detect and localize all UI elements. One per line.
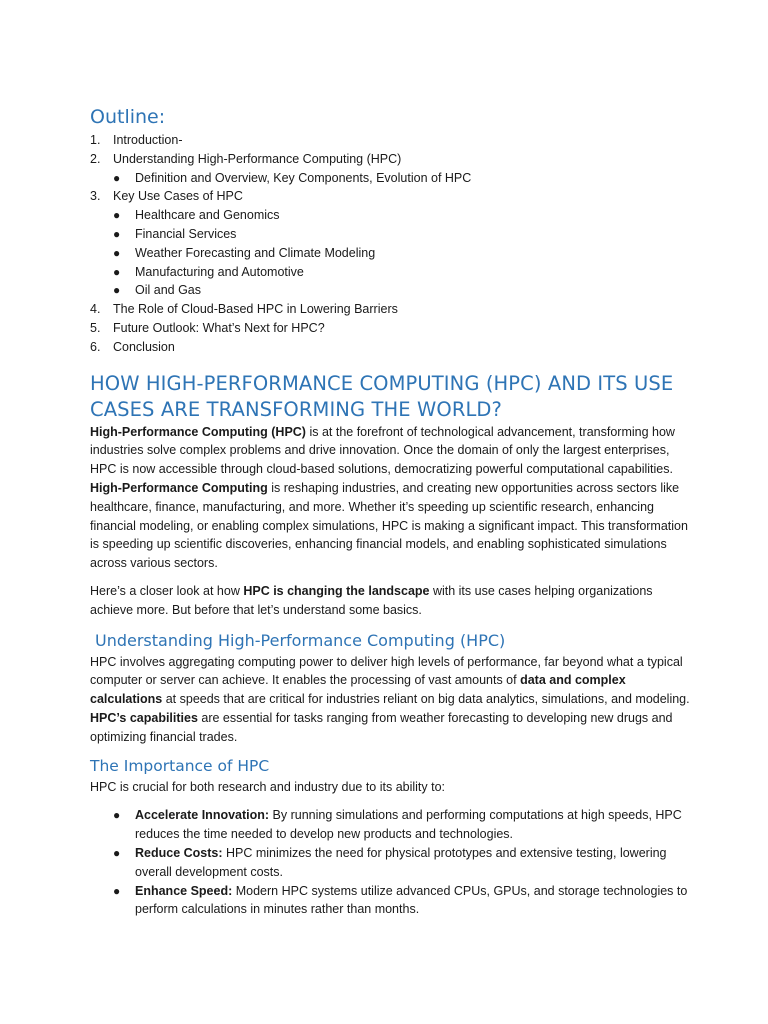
- outline-item: [90, 131, 690, 150]
- importance-heading: The Importance of HPC: [90, 756, 270, 775]
- bullet-icon: ●: [113, 208, 121, 223]
- body-text: with its use cases helping organizations achieve more. But before that let’s understand some basics.: [90, 583, 653, 617]
- outline-item: [90, 319, 690, 338]
- outline-list: [90, 131, 690, 357]
- bullet-icon: ●: [113, 845, 121, 860]
- outline-item-number: 5.: [90, 320, 101, 335]
- bold-phrase: HPC is changing the landscape: [243, 583, 430, 598]
- body-text: Here’s a closer look at how: [90, 583, 244, 598]
- outline-item-text: Future Outlook: What’s Next for HPC?: [113, 320, 325, 335]
- outline-subitem-text: Manufacturing and Automotive: [135, 264, 304, 279]
- outline-item-number: 6.: [90, 339, 101, 354]
- outline-item: [90, 300, 690, 319]
- bold-phrase: High-Performance Computing (HPC): [90, 424, 306, 439]
- list-item-label: Reduce Costs:: [135, 845, 223, 860]
- importance-intro: HPC is crucial for both research and industry due to its ability to:: [90, 779, 446, 794]
- importance-list: [90, 806, 690, 919]
- bullet-icon: ●: [113, 170, 121, 185]
- bullet-icon: ●: [113, 226, 121, 241]
- bullet-icon: ●: [113, 245, 121, 260]
- outline-item-text: Conclusion: [113, 339, 175, 354]
- outline-subitem-text: Healthcare and Genomics: [135, 208, 280, 223]
- outline-item-number: 3.: [90, 189, 101, 204]
- outline-subitem-text: Definition and Overview, Key Components, Evolution of HPC: [135, 170, 472, 185]
- body-text: at speeds that are critical for industries reliant on big data analytics, simulations, and modeling.: [162, 692, 690, 707]
- outline-item-number: 2.: [90, 151, 101, 166]
- list-item-text: By running simulations and performing computations at high speeds, HPC reduces the time needed to develop new products and technologies.: [135, 808, 682, 842]
- outline-item-text: Introduction-: [113, 133, 183, 147]
- outline-subitem: [90, 244, 690, 263]
- body-text: are essential for tasks ranging from weather forecasting to developing new drugs and optimizing financial trades.: [90, 710, 673, 744]
- outline-item-text: Understanding High-Performance Computing (HPC): [113, 151, 402, 166]
- outline-item: [90, 187, 690, 206]
- bullet-icon: ●: [113, 283, 121, 298]
- outline-subitem: [90, 206, 690, 225]
- outline-item-number: 4.: [90, 302, 101, 317]
- outline-subitem-text: Oil and Gas: [135, 283, 202, 298]
- intro-paragraph: [90, 423, 690, 573]
- list-item-text: HPC minimizes the need for physical prototypes and extensive testing, lowering overall development costs.: [135, 845, 667, 879]
- outline-subitem: [90, 225, 690, 244]
- outline-subitem-text: Financial Services: [135, 226, 237, 241]
- bold-phrase: HPC’s capabilities: [90, 710, 198, 725]
- bullet-icon: ●: [113, 264, 121, 279]
- list-item-text: Modern HPC systems utilize advanced CPUs, GPUs, and storage technologies to perform calculations in minutes rather than months.: [135, 883, 688, 917]
- outline-item: [90, 150, 690, 169]
- bold-phrase: data and complex calculations: [90, 673, 626, 707]
- list-item-label: Accelerate Innovation:: [135, 808, 270, 823]
- outline-item-text: Key Use Cases of HPC: [113, 189, 243, 204]
- outline-subitem: [90, 281, 690, 300]
- closer-look-paragraph: [90, 582, 690, 620]
- list-item: [90, 806, 690, 844]
- document-page: [90, 106, 690, 919]
- body-text: is at the forefront of technological advancement, transforming how industries solve complex problems and drive innovation. Once the domain of only the largest enterprises, HPC is now accessible through cloud-based solutions, democratizing powerful computational capabilities.: [90, 424, 675, 477]
- understanding-paragraph: [90, 653, 690, 747]
- body-text: is reshaping industries, and creating new opportunities across sectors like healthcare, finance, manufacturing, and more. Whether it’s speeding up scientific research, enhancing financial modeling, or enabling complex simulations, HPC is making a significant impact. This transformation is speeding up scientific discoveries, enhancing financial models, and enabling sophisticated simulations across various sectors.: [90, 480, 688, 571]
- bullet-icon: ●: [113, 883, 121, 898]
- bold-phrase: High-Performance Computing: [90, 480, 268, 495]
- list-item: [90, 882, 690, 920]
- bullet-icon: ●: [113, 808, 121, 823]
- outline-item-text: The Role of Cloud-Based HPC in Lowering Barriers: [113, 302, 398, 317]
- understanding-heading: Understanding High-Performance Computing (HPC): [95, 630, 506, 650]
- list-item: [90, 844, 690, 882]
- outline-subitem-text: Weather Forecasting and Climate Modeling: [135, 245, 376, 260]
- body-text: HPC involves aggregating computing power to deliver high levels of performance, far beyond what a typical computer or server can achieve. It enables the processing of vast amounts of: [90, 654, 683, 688]
- outline-item-number: 1.: [90, 133, 101, 147]
- list-item-label: Enhance Speed:: [135, 883, 233, 898]
- outline-subitem: [90, 263, 690, 282]
- outline-heading: Outline:: [90, 106, 166, 128]
- article-title: HOW HIGH-PERFORMANCE COMPUTING (HPC) AND ITS USE CASES ARE TRANSFORMING THE WORLD?: [90, 371, 674, 421]
- outline-subitem: [90, 169, 690, 188]
- outline-item: [90, 338, 690, 357]
